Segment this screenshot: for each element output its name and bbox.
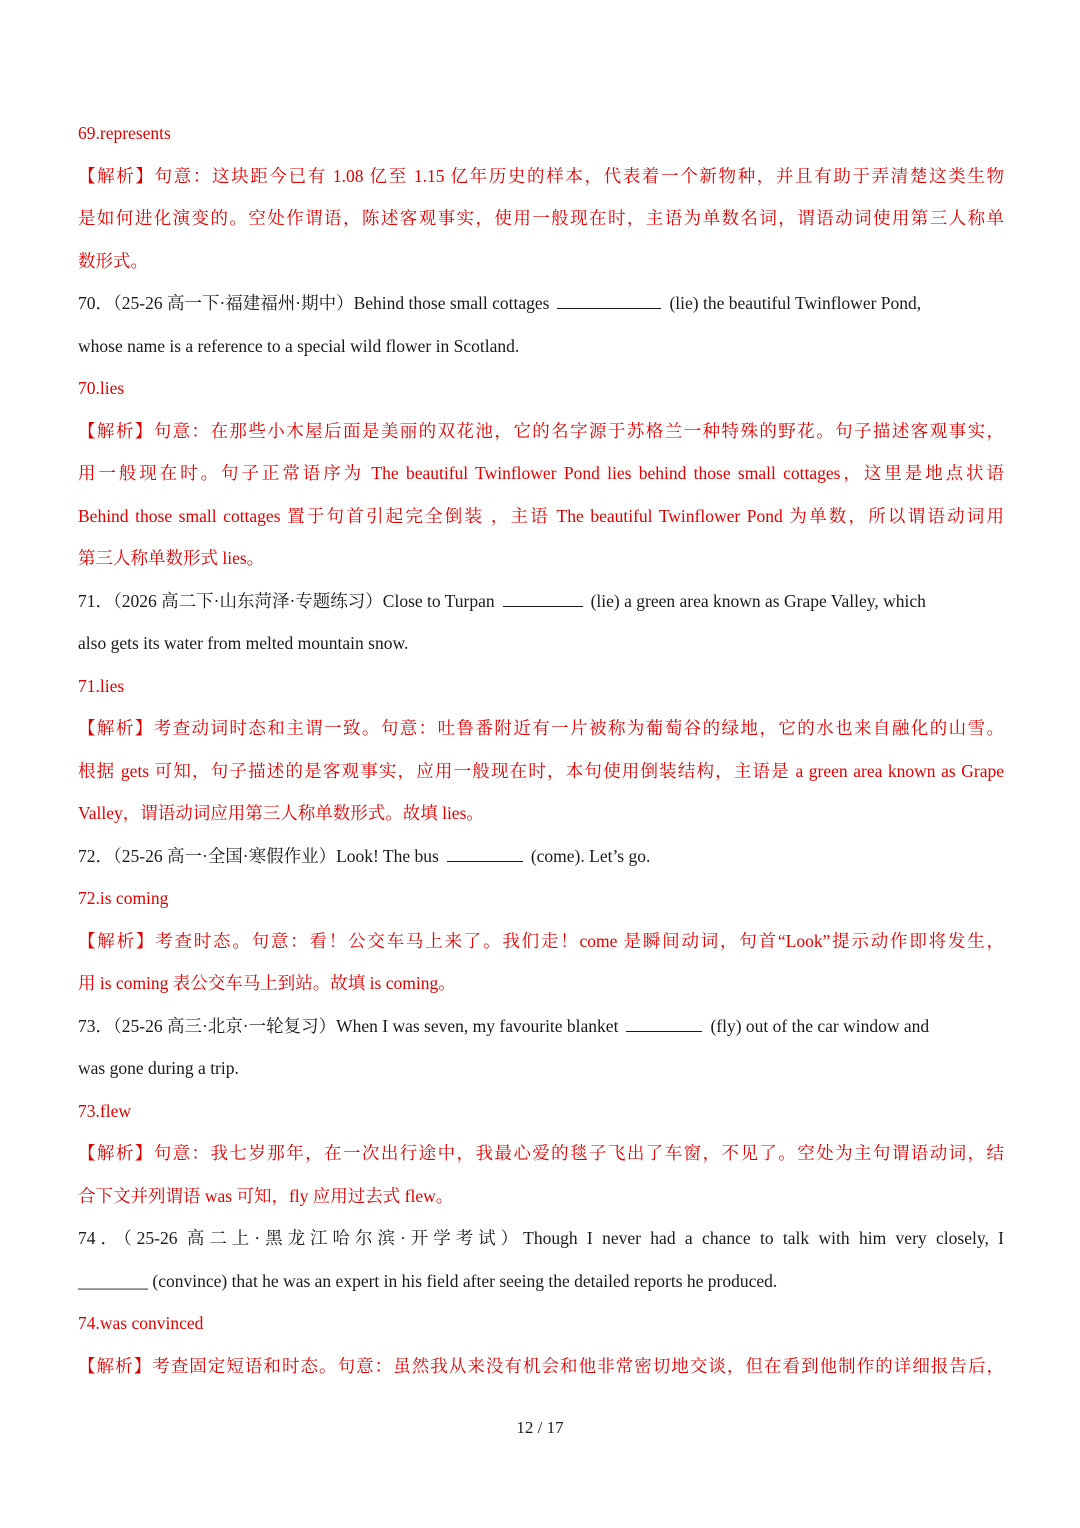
analysis-74-line-1: 【解析】考查固定短语和时态。句意：虽然我从来没有机会和他非常密切地交谈，但在看到他制作的详细报告后， <box>78 1355 1004 1376</box>
answer-72: 72.is coming <box>78 888 169 908</box>
analysis-71-line-2: 根据 gets 可知，句子描述的是客观事实，应用一般现在时，本句使用倒装结构，主语是 a green area known as Grape <box>78 760 1004 781</box>
answer-blank-73 <box>626 1031 702 1032</box>
question-70-line-1 <box>78 282 1004 325</box>
answer-blank-71 <box>503 606 583 607</box>
question-73-text-a: 73．（25-26 高三·北京·一轮复习）When I was seven, my favourite blanket <box>78 1015 619 1036</box>
question-71-line-1 <box>78 580 1004 623</box>
question-73-line-1 <box>78 1005 1004 1048</box>
question-72-text-a: 72．（25-26 高一·全国·寒假作业）Look! The bus <box>78 845 439 866</box>
document-page <box>78 112 1004 1387</box>
question-74-line-2: ________ (convince) that he was an expert in his field after seeing the detailed reports he produced. <box>78 1270 778 1291</box>
answer-74: 74.was convinced <box>78 1313 204 1333</box>
analysis-71-line-1: 【解析】考查动词时态和主谓一致。句意：吐鲁番附近有一片被称为葡萄谷的绿地，它的水也来自融化的山雪。 <box>78 718 1004 738</box>
question-74-line-1: 74．（25-26 高二上·黑龙江哈尔滨·开学考试）Though I never had a chance to talk with him very closely, I <box>78 1228 1004 1248</box>
answer-blank-72 <box>447 861 523 862</box>
question-72-text-b: (come). Let’s go. <box>530 845 651 866</box>
question-70-text-a: 70．（25-26 高一下·福建福州·期中）Behind those small cottages <box>78 293 550 313</box>
page-number: 12 / 17 <box>516 1418 564 1437</box>
analysis-70-line-4: 第三人称单数形式 lies。 <box>78 548 265 568</box>
answer-71: 71.lies <box>78 675 125 696</box>
question-71-text-b: (lie) a green area known as Grape Valley, which <box>590 590 926 611</box>
question-72-line-1 <box>78 835 1004 878</box>
analysis-70-line-2: 用一般现在时。句子正常语序为 The beautiful Twinflower Pond lies behind those small cottages，这里是地点状语 <box>78 463 1004 483</box>
analysis-69-line-2: 是如何进化演变的。空处作谓语，陈述客观事实，使用一般现在时，主语为单数名词，谓语动词使用第三人称单 <box>78 208 1004 228</box>
analysis-70-line-3: Behind those small cottages 置于句首引起完全倒装 ，主语 The beautiful Twinflower Pond 为单数，所以谓语动词用 <box>78 505 1004 526</box>
analysis-70-line-1: 【解析】句意：在那些小木屋后面是美丽的双花池，它的名字源于苏格兰一种特殊的野花。句子描述客观事实， <box>78 420 1004 441</box>
question-73-text-b: (fly) out of the car window and <box>710 1015 930 1036</box>
analysis-73-line-2: 合下文并列谓语 was 可知，fly 应用过去式 flew。 <box>78 1185 454 1206</box>
question-71-text-a: 71．（2026 高二下·山东菏泽·专题练习）Close to Turpan <box>78 590 495 611</box>
answer-70: 70.lies <box>78 378 125 398</box>
analysis-72-line-1: 【解析】考查时态。句意：看！公交车马上来了。我们走！come 是瞬间动词，句首“Look”提示动作即将发生， <box>78 930 1004 951</box>
analysis-72-line-2: 用 is coming 表公交车马上到站。故填 is coming。 <box>78 973 456 993</box>
question-71-line-2: also gets its water from melted mountain snow. <box>78 633 409 653</box>
question-73-line-2: was gone during a trip. <box>78 1058 239 1078</box>
analysis-69-line-3: 数形式。 <box>78 250 148 271</box>
analysis-71-line-3: Valley，谓语动词应用第三人称单数形式。故填 lies。 <box>78 803 484 823</box>
answer-69: 69.represents <box>78 123 171 143</box>
analysis-73-line-1: 【解析】句意：我七岁那年，在一次出行途中，我最心爱的毯子飞出了车窗，不见了。空处为主句谓语动词，结 <box>78 1143 1004 1163</box>
answer-73: 73.flew <box>78 1100 131 1121</box>
question-70-line-2: whose name is a reference to a special wild flower in Scotland. <box>78 335 520 356</box>
question-70-text-b: (lie) the beautiful Twinflower Pond, <box>669 293 922 313</box>
answer-blank-70 <box>557 308 661 309</box>
analysis-69-line-1: 【解析】句意：这块距今已有 1.08 亿至 1.15 亿年历史的样本，代表着一个新物种，并且有助于弄清楚这类生物 <box>78 165 1004 186</box>
